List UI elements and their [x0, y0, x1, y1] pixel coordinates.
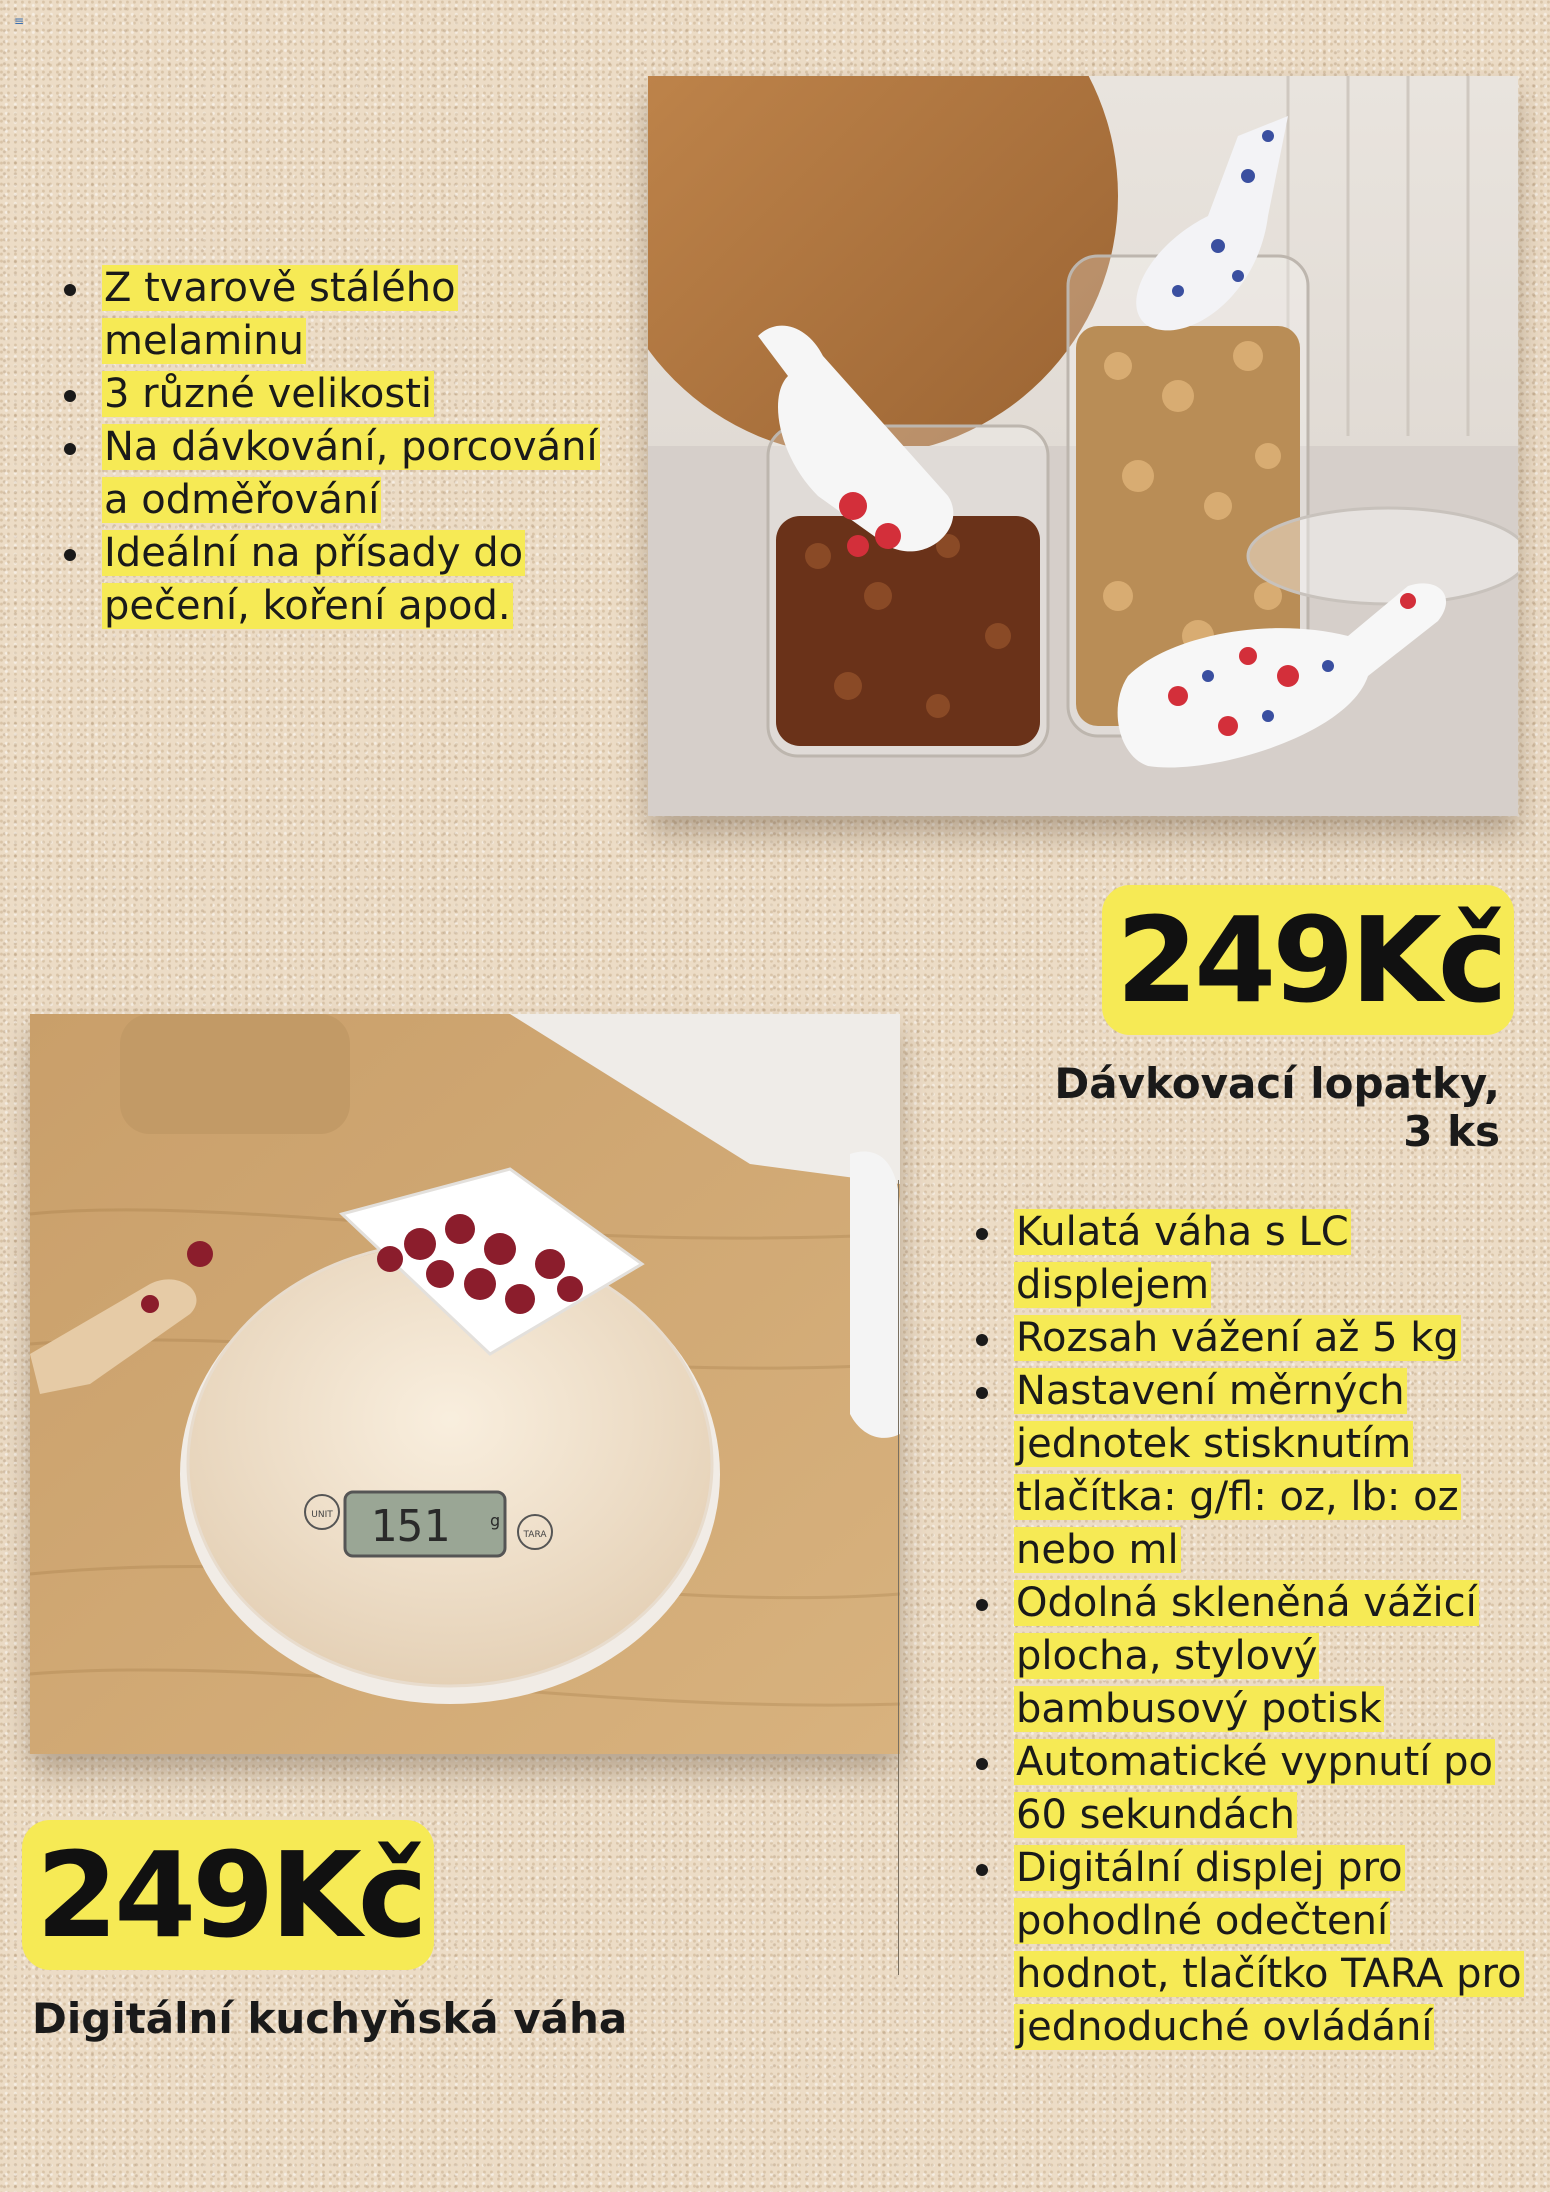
- list-item: Digitální displej pro pohodlné odečtení hodnot, tlačítko TARA pro jednoduché ovládání: [968, 1842, 1528, 2054]
- product1-price: 249Kč: [1102, 885, 1514, 1035]
- list-item: Rozsah vážení až 5 kg: [968, 1312, 1528, 1365]
- scale-display-unit: g: [490, 1511, 501, 1530]
- scoops-photo: [648, 76, 1518, 816]
- product1-features: [56, 262, 616, 633]
- list-item: Na dávkování, porcování a odměřování: [56, 421, 616, 527]
- product1-title: Dávkovací lopatky, 3 ks: [1054, 1059, 1500, 1156]
- list-item: Z tvarově stálého melaminu: [56, 262, 616, 368]
- column-divider: [898, 1180, 899, 1975]
- list-item: Automatické vypnutí po 60 sekundách: [968, 1736, 1528, 1842]
- product2-title: Digitální kuchyňská váha: [32, 1994, 628, 2043]
- list-item: Kulatá váha s LC displejem: [968, 1206, 1528, 1312]
- product2-price: 249Kč: [22, 1820, 434, 1970]
- unit-button-label: UNIT: [311, 1510, 333, 1520]
- scale-illustration: [30, 1014, 900, 1754]
- product2-features: [968, 1206, 1528, 2054]
- list-item: Odolná skleněná vážicí plocha, stylový bambusový potisk: [968, 1577, 1528, 1736]
- list-item: Ideální na přísady do pečení, koření apod.: [56, 527, 616, 633]
- list-item: 3 různé velikosti: [56, 368, 616, 421]
- tara-button-label: TARA: [523, 1530, 547, 1540]
- list-item: Nastavení měrných jednotek stisknutím tlačítka: g/fl: oz, lb: oz nebo ml: [968, 1365, 1528, 1577]
- scale-display-value: 151: [370, 1501, 450, 1552]
- scale-photo: [30, 1014, 900, 1754]
- menu-icon[interactable]: ≡: [14, 14, 25, 28]
- scoops-illustration: [648, 76, 1518, 816]
